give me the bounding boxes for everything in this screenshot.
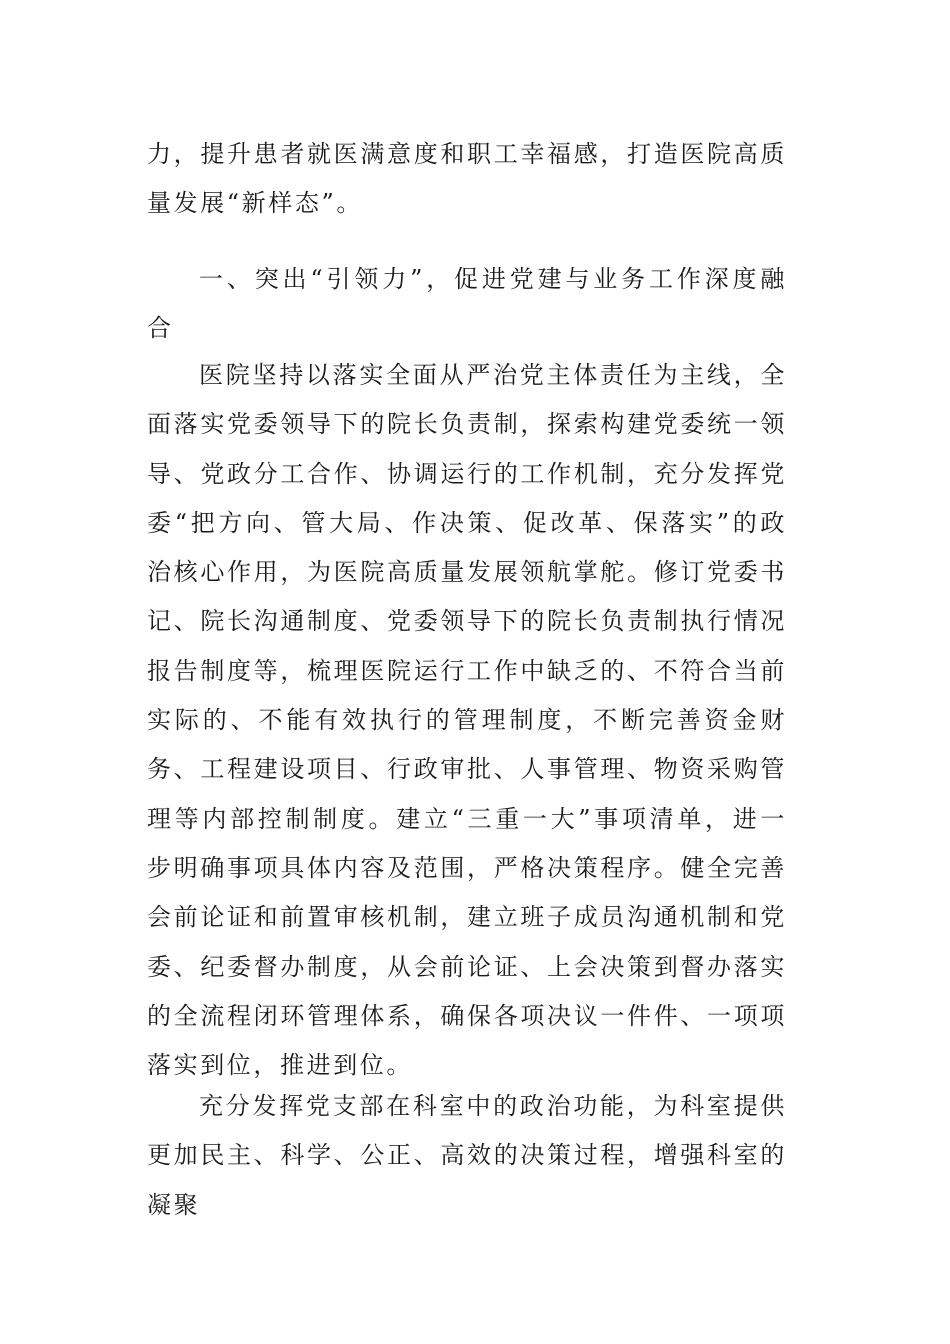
section-heading: 一、突出“引领力”，促进党建与业务工作深度融合	[147, 265, 787, 343]
paragraph-continuation: 力，提升患者就医满意度和职工幸福感，打造医院高质量发展“新样态”。	[147, 140, 787, 218]
paragraph: 医院坚持以落实全面从严治党主体责任为主线，全面落实党委领导下的院长负责制，探索构建党委统一领导、党政分工合作、协调运行的工作机制，充分发挥党委“把方向、管大局、作决策、促改革、保落实”的政治核心作用，为医院高质量发展领航掌舵。修订党委书记、院长沟通制度、党委领导下的院长负责制执行情况报告制度等，梳理医院运行工作中缺乏的、不符合当前实际的、不能有效执行的管理制度，不断完善资金财务、工程建设项目、行政审批、人事管理、物资采购管理等内部控制制度。建立“三重一大”事项清单，进一步明确事项具体内容及范围，严格决策程序。健全完善会前论证和前置审核机制，建立班子成员沟通机制和党委、纪委督办制度，从会前论证、上会决策到督办落实的全流程闭环管理体系，确保各项决议一件件、一项项落实到位，推进到位。	[147, 361, 787, 1080]
paragraph: 充分发挥党支部在科室中的政治功能，为科室提供更加民主、科学、公正、高效的决策过程，增强科室的凝聚	[147, 1092, 787, 1219]
